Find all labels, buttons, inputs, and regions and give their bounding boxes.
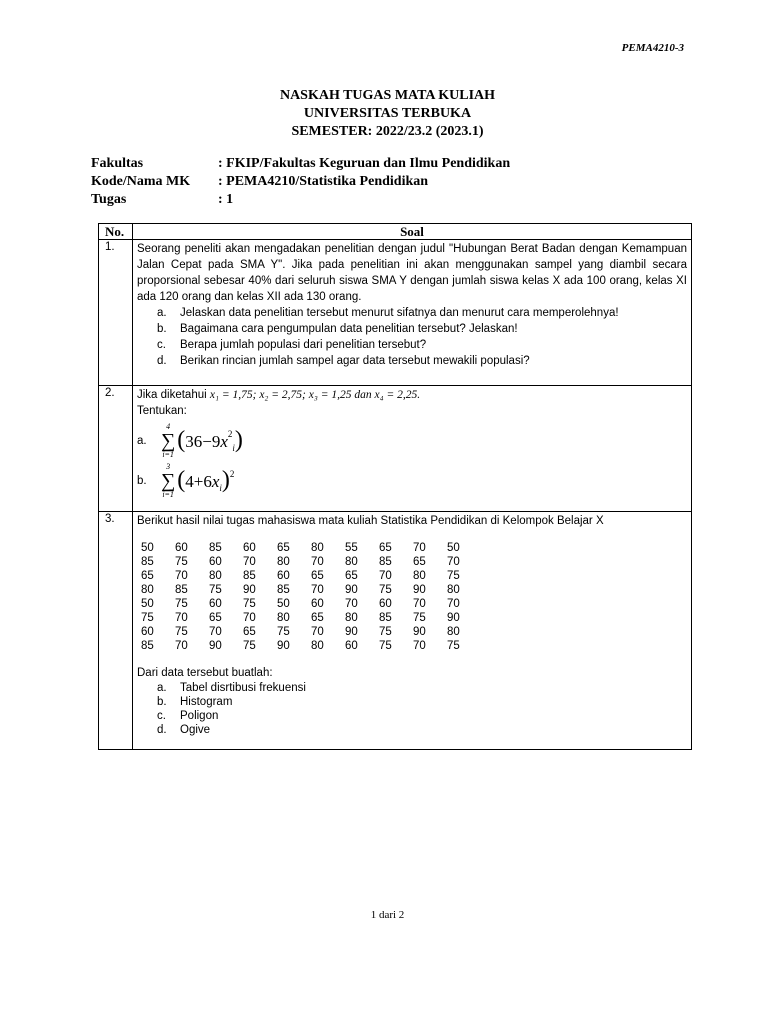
grade-cell: 70 — [413, 598, 426, 610]
question-number: 1. — [99, 240, 133, 386]
instruction: Tentukan: — [137, 405, 187, 417]
grade-cell: 50 — [141, 598, 154, 610]
sub-question-text: Tabel disrtibusi frekuensi — [180, 682, 306, 694]
given-values — [137, 387, 687, 403]
question-intro: Seorang peneliti akan mengadakan penelitian dengan judul "Hubungan Berat Badan dengan Kemampuan Jalan Cepat pada SMA Y". Jika pada penelitian ini akan menggunakan sampel yang diambil secara proporsional sebesar 40% dari seluruh siswa SMA Y dengan jumlah siswa kelas X ada 100 orang, kelas XI ada 120 orang dan kelas XII ada 130 orang. — [137, 243, 687, 303]
grade-cell: 75 — [175, 556, 188, 568]
question-intro: Berikut hasil nilai tugas mahasiswa mata kuliah Statistika Pendidikan di Kelompok Belajar X — [137, 515, 604, 527]
grade-cell: 70 — [311, 584, 324, 596]
course-info — [91, 155, 510, 209]
subscript: i — [232, 443, 235, 453]
sub-question-label: d. — [157, 724, 167, 736]
grade-cell: 75 — [175, 598, 188, 610]
grades-row — [141, 639, 481, 653]
summation-b — [137, 463, 687, 499]
grade-cell: 80 — [209, 570, 222, 582]
column-header-no: No. — [99, 224, 133, 240]
grade-cell: 75 — [379, 626, 392, 638]
document-code: PEMA4210-3 — [621, 42, 684, 54]
coefficient: 9 — [211, 432, 221, 451]
question-body-1 — [133, 240, 692, 386]
grade-cell: 65 — [209, 612, 222, 624]
grade-cell: 50 — [447, 542, 460, 554]
grade-cell: 85 — [379, 556, 392, 568]
sub-question-label: a. — [157, 307, 167, 319]
grade-cell: 65 — [345, 570, 358, 582]
grade-cell: 85 — [209, 542, 222, 554]
grades-row — [141, 625, 481, 639]
title-line-3: SEMESTER: 2022/23.2 (2023.1) — [291, 124, 484, 139]
sub-question-text: Ogive — [180, 724, 211, 736]
grade-cell: 70 — [209, 626, 222, 638]
operator: − — [202, 432, 212, 451]
sub-question-text: Histogram — [180, 696, 233, 708]
question-body-2 — [133, 386, 692, 512]
grade-cell: 70 — [345, 598, 358, 610]
grade-cell: 70 — [243, 556, 256, 568]
grade-cell: 75 — [447, 570, 460, 582]
grade-cell: 80 — [345, 556, 358, 568]
sub-question — [157, 353, 687, 369]
operator: + — [193, 472, 204, 491]
sub-question-label: b. — [157, 323, 167, 335]
question-row-2 — [99, 386, 692, 512]
grade-cell: 90 — [413, 626, 426, 638]
grade-cell: 75 — [277, 626, 290, 638]
sub-question-label: b. — [157, 696, 167, 708]
grade-cell: 60 — [345, 640, 358, 652]
title-block — [0, 87, 768, 141]
grade-cell: 65 — [413, 556, 426, 568]
grade-cell: 60 — [141, 626, 154, 638]
lower-limit: i=1 — [162, 450, 174, 459]
grade-cell: 90 — [345, 584, 358, 596]
sub-question-text: Jelaskan data penelitian tersebut menurut sifatnya dan menurut cara memperolehnya! — [180, 307, 619, 319]
grade-cell: 65 — [141, 570, 154, 582]
sub-question — [157, 723, 687, 737]
summation-expression: $(36-9x^2_i)$ — [177, 427, 243, 453]
title-line-2: UNIVERSITAS TERBUKA — [303, 106, 472, 121]
grade-cell: 60 — [209, 598, 222, 610]
sub-question-label: b. — [137, 475, 147, 487]
grade-cell: 70 — [311, 626, 324, 638]
grade-cell: 75 — [447, 640, 460, 652]
sub-question — [157, 681, 687, 695]
grade-cell: 50 — [277, 598, 290, 610]
grade-cell: 85 — [141, 556, 154, 568]
sub-question-text: Berapa jumlah populasi dari penelitian tersebut? — [180, 339, 427, 351]
sub-question-text: Bagaimana cara pengumpulan data penelitian tersebut? Jelaskan! — [180, 323, 518, 335]
sub-question-label: c. — [157, 710, 166, 722]
meta-label: Kode/Nama MK — [91, 174, 191, 189]
sub-question-label: d. — [157, 355, 167, 367]
grade-cell: 90 — [209, 640, 222, 652]
constant: 36 — [185, 432, 203, 451]
grades-row — [141, 541, 481, 555]
sub-question-label: a. — [157, 682, 167, 694]
sub-question-label: c. — [157, 339, 166, 351]
table-header-row — [99, 224, 692, 240]
sub-question-text: Berikan rincian jumlah sampel agar data tersebut mewakili populasi? — [180, 355, 530, 367]
grade-cell: 60 — [209, 556, 222, 568]
meta-row-kode-mk — [91, 173, 510, 191]
coefficient: 6 — [203, 472, 212, 491]
grade-cell: 80 — [277, 556, 290, 568]
grades-row — [141, 569, 481, 583]
grade-cell: 75 — [243, 598, 256, 610]
meta-value: : PEMA4210/Statistika Pendidikan — [218, 174, 429, 189]
sub-question-text: Poligon — [180, 710, 219, 722]
grade-cell: 70 — [175, 640, 188, 652]
given-equation: x₁ = 1,75; x₂ = 2,75; x₃ = 1,25 dan x₄ = 2,25. — [209, 389, 421, 401]
constant: 4 — [185, 472, 194, 491]
summation-a — [137, 423, 687, 459]
grade-cell: 90 — [277, 640, 290, 652]
grade-cell: 85 — [277, 584, 290, 596]
grade-cell: 70 — [413, 640, 426, 652]
grade-cell: 80 — [413, 570, 426, 582]
task-table — [98, 223, 692, 750]
grade-cell: 70 — [447, 556, 460, 568]
upper-limit: 4 — [166, 422, 171, 431]
sub-question-list — [137, 305, 687, 369]
sub-question-list — [137, 681, 687, 737]
exponent: 2 — [229, 469, 235, 479]
grade-cell: 70 — [311, 556, 324, 568]
grade-cell: 80 — [447, 626, 460, 638]
meta-row-fakultas — [91, 155, 510, 173]
grade-cell: 75 — [175, 626, 188, 638]
meta-value: : 1 — [218, 192, 234, 207]
grade-cell: 70 — [447, 598, 460, 610]
grade-cell: 70 — [175, 612, 188, 624]
column-header-soal: Soal — [133, 224, 692, 240]
summation-expression: $(4+6x_i)^2$ — [177, 467, 235, 493]
grade-cell: 85 — [141, 640, 154, 652]
grade-cell: 90 — [413, 584, 426, 596]
grades-row — [141, 583, 481, 597]
sub-question-label: a. — [137, 435, 147, 447]
sub-question — [157, 709, 687, 723]
grade-cell: 70 — [379, 570, 392, 582]
sub-question — [157, 321, 687, 337]
grade-cell: 85 — [175, 584, 188, 596]
grade-cell: 70 — [243, 612, 256, 624]
meta-label: Fakultas — [91, 156, 144, 171]
grade-cell: 65 — [311, 570, 324, 582]
grade-cell: 50 — [141, 542, 154, 554]
exponent: 2 — [227, 429, 233, 439]
variable: x — [211, 472, 220, 491]
question-row-3 — [99, 512, 692, 750]
sigma-icon: ∑ — [161, 470, 176, 492]
grade-cell: 75 — [413, 612, 426, 624]
meta-value: : FKIP/Fakultas Keguruan dan Ilmu Pendidikan — [218, 156, 511, 171]
variable: x — [220, 432, 228, 451]
sub-question — [157, 695, 687, 709]
question-row-1 — [99, 240, 692, 386]
grade-cell: 60 — [379, 598, 392, 610]
meta-label: Tugas — [91, 192, 127, 207]
grade-cell: 80 — [277, 612, 290, 624]
grade-cell: 60 — [277, 570, 290, 582]
grade-cell: 90 — [243, 584, 256, 596]
question-body-3 — [133, 512, 692, 750]
grade-cell: 75 — [209, 584, 222, 596]
grade-cell: 65 — [277, 542, 290, 554]
upper-limit: 3 — [166, 462, 171, 471]
grade-cell: 80 — [311, 542, 324, 554]
grade-cell: 55 — [345, 542, 358, 554]
grades-table — [141, 541, 481, 653]
grade-cell: 70 — [175, 570, 188, 582]
given-prefix: Jika diketahui — [137, 389, 210, 401]
title-line-1: NASKAH TUGAS MATA KULIAH — [279, 88, 496, 103]
sub-question — [157, 305, 687, 321]
lower-limit: i=1 — [162, 490, 174, 499]
grade-cell: 75 — [379, 640, 392, 652]
grade-cell: 70 — [413, 542, 426, 554]
grade-cell: 60 — [243, 542, 256, 554]
grades-row — [141, 597, 481, 611]
grades-row — [141, 611, 481, 625]
grade-cell: 60 — [311, 598, 324, 610]
grade-cell: 65 — [311, 612, 324, 624]
grade-cell: 85 — [379, 612, 392, 624]
sub-question — [157, 337, 687, 353]
grades-row — [141, 555, 481, 569]
grade-cell: 65 — [379, 542, 392, 554]
sigma-symbol — [161, 463, 175, 499]
sigma-icon: ∑ — [161, 430, 176, 452]
grade-cell: 80 — [345, 612, 358, 624]
question-outro: Dari data tersebut buatlah: — [137, 667, 273, 679]
grade-cell: 80 — [447, 584, 460, 596]
grade-cell: 80 — [311, 640, 324, 652]
meta-row-tugas — [91, 191, 510, 209]
grade-cell: 80 — [141, 584, 154, 596]
grade-cell: 75 — [379, 584, 392, 596]
grade-cell: 85 — [243, 570, 256, 582]
grade-cell: 90 — [447, 612, 460, 624]
grade-cell: 75 — [243, 640, 256, 652]
question-number: 3. — [99, 512, 133, 750]
subscript: i — [219, 483, 222, 493]
question-number: 2. — [99, 386, 133, 512]
page-number: 1 dari 2 — [370, 909, 405, 921]
grade-cell: 60 — [175, 542, 188, 554]
sigma-symbol — [161, 423, 175, 459]
grade-cell: 75 — [141, 612, 154, 624]
grade-cell: 90 — [345, 626, 358, 638]
grade-cell: 65 — [243, 626, 256, 638]
